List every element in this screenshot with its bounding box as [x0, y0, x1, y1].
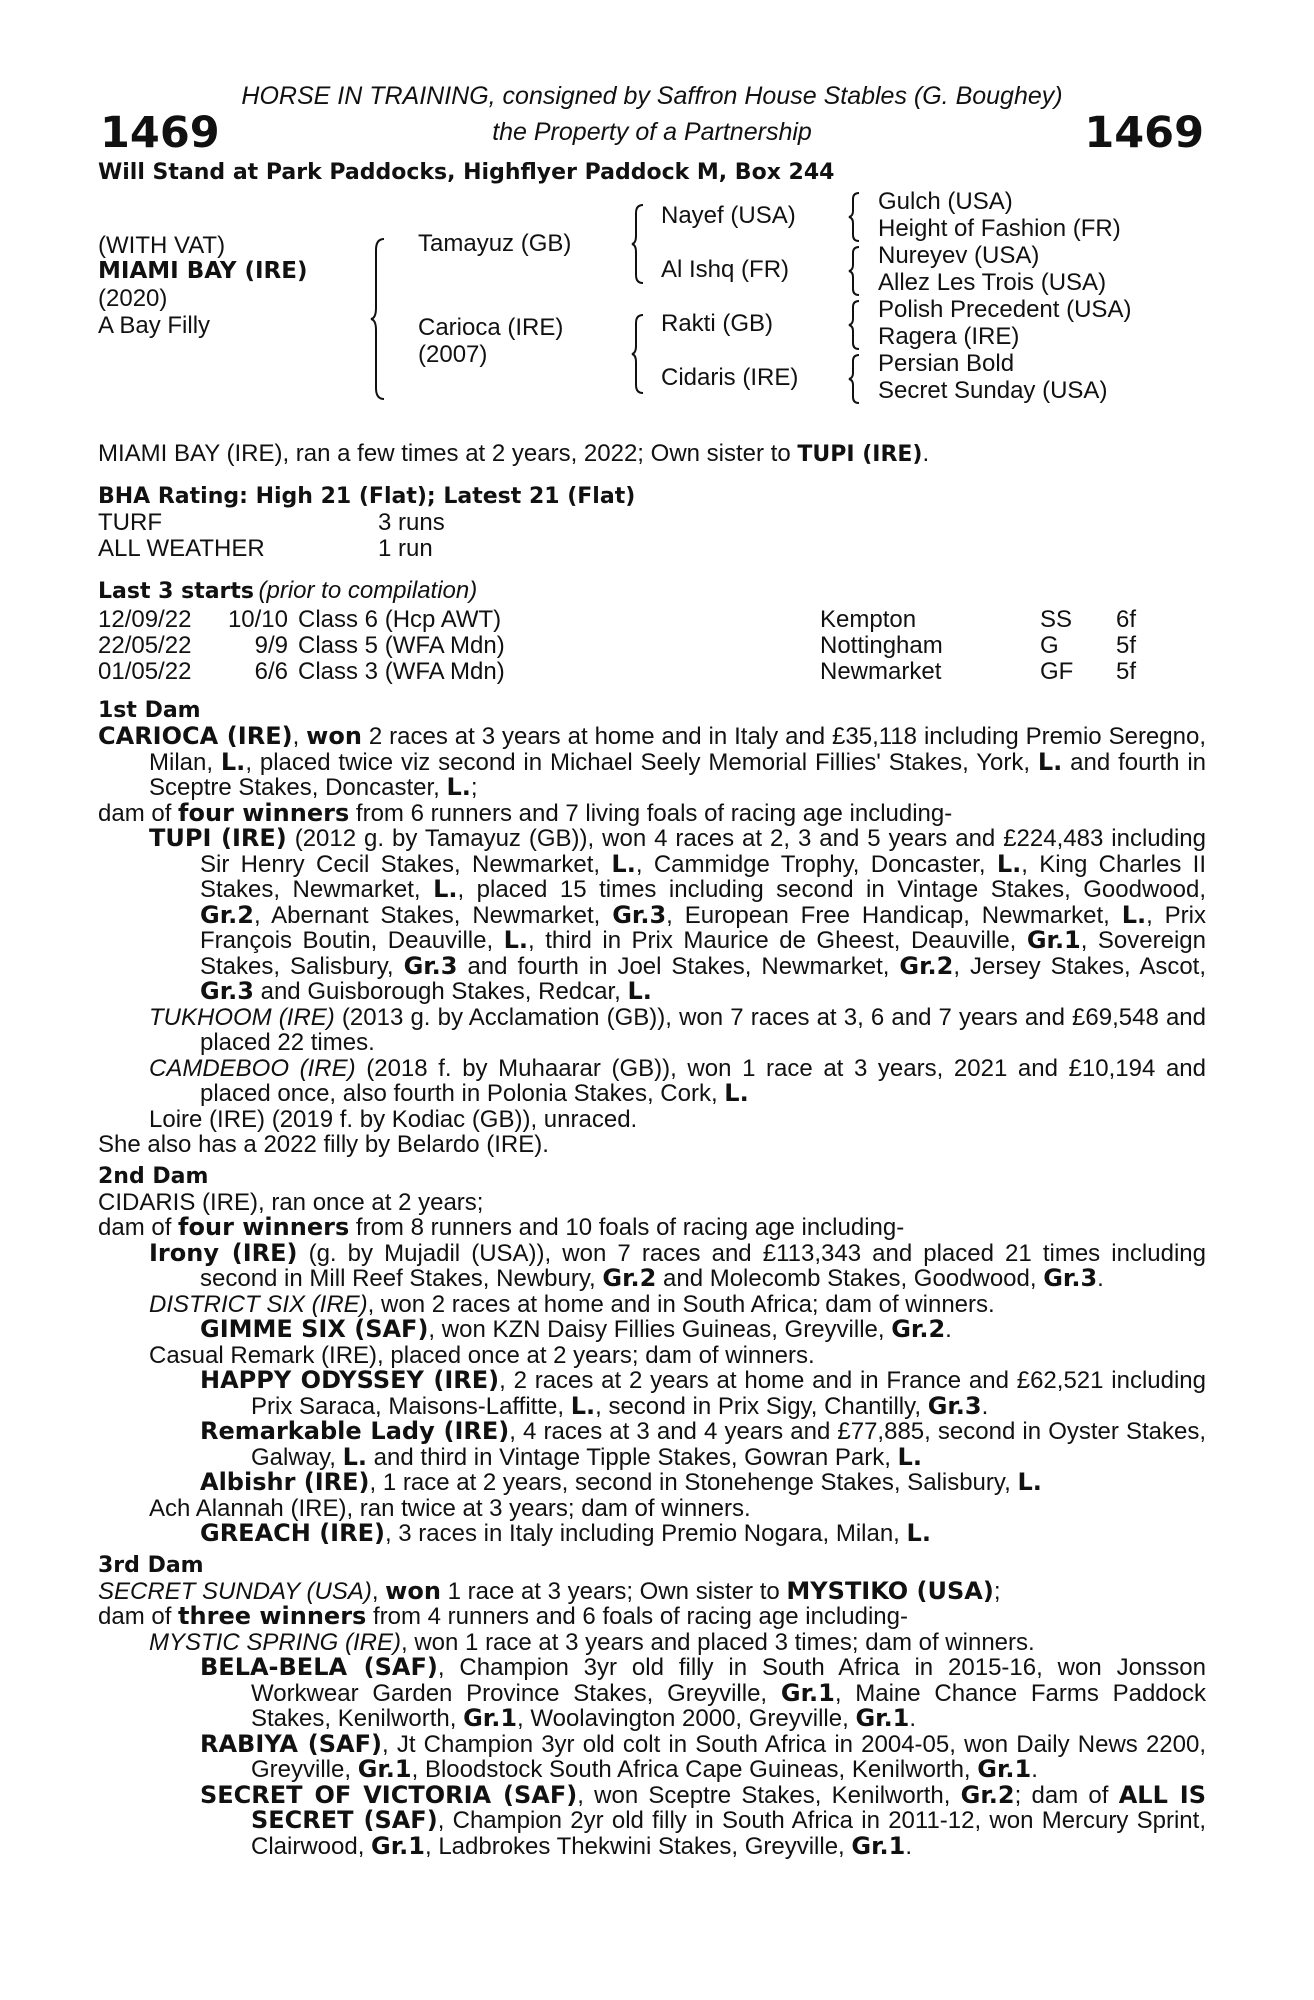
first-dam-record: CARIOCA (IRE), won 2 races at 3 years at home and in Italy and £35,118 including Premio Seregno, Milan, L., placed twice viz second in Michael Seely Memorial Fillies' Stakes, York, L. and fourth in Sceptre Stakes, Doncaster, L.; [98, 722, 1206, 801]
bold-text-run: L. [627, 977, 652, 1005]
produce-name: RABIYA (SAF) [200, 1729, 382, 1758]
start-date: 01/05/22 [98, 658, 192, 685]
text-run: and fourth in Joel Stakes, Newmarket, [457, 952, 900, 980]
text-run: , Woolavington 2000, Greyville, [517, 1705, 856, 1732]
produce-name: HAPPY ODYSSEY (IRE) [200, 1366, 500, 1394]
text-run: ; [470, 774, 478, 801]
produce-name: TUKHOOM (IRE) [149, 1003, 335, 1031]
pedigree-brace-dam [631, 314, 645, 394]
produce-entry-casual-remark: Casual Remark (IRE), placed once at 2 years; dam of winners. [149, 1341, 815, 1369]
bold-text-run: Gr.1 [371, 1831, 425, 1860]
second-dam-record: CIDARIS (IRE), ran once at 2 years; [98, 1188, 484, 1216]
produce-name: Albishr (IRE) [200, 1468, 370, 1496]
bold-text-run: Gr.3 [403, 951, 458, 980]
produce-name: SECRET OF VICTORIA (SAF) [200, 1780, 578, 1809]
bold-text-run: Gr.1 [357, 1755, 412, 1783]
horse-description: A Bay Filly [98, 312, 211, 339]
ggp-name: Persian Bold [878, 350, 1015, 377]
produce-name: Irony (IRE) [149, 1238, 298, 1267]
bold-text-run: L. [570, 1391, 596, 1420]
text-run: , 1 race at 2 years, second in Stonehenge Stakes, Salisbury, [369, 1469, 1018, 1496]
bold-text-run: Gr.3 [200, 977, 254, 1005]
produce-entry-remarkable-lady [98, 1419, 1206, 1470]
text-run: (2013 g. by Acclamation (GB)), won 7 races at 3, 6 and 7 years and £69,548 and placed 22 times. [200, 1003, 1206, 1056]
vat-note: (WITH VAT) [98, 232, 226, 259]
text-run: , 3 races in Italy including Premio Nogara, Milan, [384, 1520, 907, 1547]
text-run: , Jt Champion 3yr old colt in South Africa in 2004-05, won Daily News 2200, Greyville, [251, 1730, 1206, 1783]
text-run: , won 1 race at 3 years and placed 3 times; dam of winners. [401, 1628, 1035, 1656]
bold-text-run: four winners [178, 1213, 350, 1241]
start-distance: 5f [1116, 658, 1137, 685]
third-dam-section [98, 1553, 1206, 1860]
produce-name: Remarkable Lady (IRE) [200, 1417, 510, 1445]
ggp-name: Nureyev (USA) [878, 242, 1040, 269]
text-run: , Bloodstock South Africa Cape Guineas, Kenilworth, [411, 1756, 978, 1783]
text-run: from 6 runners and 7 living foals of racing age including- [349, 799, 953, 827]
runs-row [98, 536, 1206, 562]
text-run: and Molecomb Stakes, Goodwood, [656, 1265, 1044, 1292]
start-going: SS [1040, 606, 1073, 633]
produce-entry-gimme-six [98, 1317, 1206, 1343]
text-run: . [1031, 1756, 1038, 1783]
second-dam-produce-summary [98, 1215, 1206, 1241]
text-run: and Guisborough Stakes, Redcar, [253, 978, 628, 1005]
runs-count: 3 runs [378, 509, 445, 536]
sire-name: Tamayuz (GB) [418, 230, 572, 257]
text-run: , Sovereign Stakes, Salisbury, [200, 927, 1206, 980]
bold-text-run: Gr.3 [1043, 1264, 1098, 1292]
start-race: Class 5 (WFA Mdn) [298, 632, 505, 659]
text-run: , second in Prix Sigy, Chantilly, [595, 1392, 928, 1420]
produce-entry-ach-alannah: Ach Alannah (IRE), ran twice at 3 years; dam of winners. [149, 1494, 751, 1522]
lot-number-right: 1469 [1084, 108, 1204, 158]
start-position: 10/10 [227, 606, 288, 633]
text-run: , placed 15 times including second in Vintage Stakes, Goodwood, [457, 876, 1207, 903]
ggp-name: Allez Les Trois (USA) [878, 269, 1107, 296]
produce-entry-mystic-spring [98, 1630, 1206, 1656]
text-run: , King Charles II Stakes, Newmarket, [200, 850, 1206, 903]
bold-text-run: won [385, 1576, 441, 1605]
bold-text-run: Gr.1 [851, 1831, 906, 1860]
sister-name: TUPI (IRE) [797, 442, 923, 467]
first-dam-title: 1st Dam [98, 698, 201, 723]
start-date: 22/05/22 [98, 632, 192, 659]
bold-text-run: Gr.1 [1026, 926, 1081, 954]
bold-text-run: Gr.1 [780, 1678, 835, 1707]
horse-summary [98, 441, 1206, 468]
rating-section [98, 484, 1206, 562]
produce-note: She also has a 2022 filly by Belardo (IRE). [98, 1131, 549, 1158]
third-dam-title: 3rd Dam [98, 1552, 204, 1578]
lot-header [98, 108, 1206, 158]
text-run: dam of [98, 1603, 179, 1630]
dam-year: (2007) [418, 341, 488, 368]
start-race: Class 3 (WFA Mdn) [298, 658, 505, 685]
text-run: , 2 races at 2 years at home and in France and £62,521 including Prix Saraca, Maisons-Laffitte, [251, 1367, 1206, 1420]
produce-entry-camdeboo [98, 1056, 1206, 1107]
ggp-name: Secret Sunday (USA) [878, 377, 1108, 404]
bold-text-run: L. [503, 926, 529, 954]
bold-text-run: Gr.2 [891, 1315, 946, 1343]
text-run: , Jersey Stakes, Ascot, [953, 952, 1207, 980]
dam-name: SECRET SUNDAY (USA) [98, 1577, 372, 1605]
text-run: , Prix François Boutin, Deauville, [200, 901, 1206, 954]
bold-text-run: L. [1017, 1468, 1042, 1496]
ggp-brace-4 [848, 354, 860, 404]
start-course: Kempton [820, 606, 917, 633]
dam-dam-name: Cidaris (IRE) [661, 364, 799, 391]
start-date: 12/09/22 [98, 606, 192, 633]
produce-entry-albishr [98, 1470, 1206, 1496]
bold-text-run: MYSTIKO (USA) [786, 1576, 994, 1605]
produce-name: TUPI (IRE) [149, 824, 287, 852]
rating-title: BHA Rating: High 21 (Flat); Latest 21 (Flat) [98, 484, 636, 509]
produce-name: MYSTIC SPRING (IRE) [149, 1628, 402, 1656]
dam-name: CARIOCA (IRE) [98, 722, 293, 750]
first-dam-produce-summary [98, 798, 1206, 827]
bold-text-run: Gr.1 [855, 1704, 910, 1732]
text-run: , European Free Handicap, Newmarket, [666, 901, 1122, 929]
text-run: and fourth in Sceptre Stakes, Doncaster, [149, 748, 1206, 801]
bold-text-run: four winners [178, 798, 350, 827]
bold-text-run: Gr.3 [927, 1391, 982, 1420]
produce-entry-secret-of-victoria [98, 1780, 1207, 1860]
surface: ALL WEATHER [98, 535, 265, 562]
lot-number-left: 1469 [100, 108, 220, 158]
text-run: from 4 runners and 6 foals of racing age including- [366, 1603, 908, 1630]
text-run: , Champion 2yr old filly in South Africa in 2011-12, won Mercury Sprint, Clairwood, [251, 1807, 1206, 1860]
text-run: dam of [98, 799, 179, 827]
runs-count: 1 run [378, 535, 433, 562]
text-run: , 4 races at 3 and 4 years and £77,885, second in Oyster Stakes, Galway, [251, 1418, 1207, 1471]
bold-text-run: L. [724, 1079, 749, 1107]
bold-text-run: Gr.2 [200, 900, 254, 929]
consignment-line: HORSE IN TRAINING, consigned by Saffron House Stables (G. Boughey) [241, 82, 1063, 110]
ggp-brace-1 [848, 192, 860, 242]
third-dam-record: SECRET SUNDAY (USA), won 1 race at 3 years; Own sister to MYSTIKO (USA); [98, 1576, 1001, 1605]
runs-table [98, 510, 1206, 562]
start-going: GF [1040, 658, 1074, 685]
ggp-brace-2 [848, 246, 860, 296]
summary-text: MIAMI BAY (IRE), ran a few times at 2 years, 2022; Own sister to [98, 440, 798, 467]
summary-end: . [922, 440, 930, 467]
text-run: and third in Vintage Tipple Stakes, Gowran Park, [367, 1443, 898, 1471]
surface: TURF [98, 509, 162, 536]
ggp-name: Ragera (IRE) [878, 323, 1020, 350]
text-run: . [905, 1832, 913, 1860]
produce-entry-loire: Loire (IRE) (2019 f. by Kodiac (GB)), unraced. [149, 1105, 638, 1133]
text-run: . [981, 1392, 989, 1420]
text-run: , won KZN Daisy Fillies Guineas, Greyville, [428, 1316, 892, 1343]
bold-text-run: Gr.3 [612, 900, 667, 929]
produce-name: GREACH (IRE) [200, 1519, 385, 1547]
stand-location: Will Stand at Park Paddocks, Highflyer Paddock M, Box 244 [98, 160, 835, 185]
sire-dam-name: Al Ishq (FR) [661, 256, 790, 283]
horse-name: MIAMI BAY (IRE) [98, 258, 308, 284]
text-run: , won Sceptre Stakes, Kenilworth, [577, 1781, 961, 1809]
bold-text-run: L. [906, 1519, 931, 1547]
bold-text-run: L. [1037, 747, 1063, 776]
text-run: , Champion 3yr old filly in South Africa in 2015-16, won Jonsson Workwear Garden Province Stakes, Greyville, [251, 1654, 1206, 1707]
ggp-name: Height of Fashion (FR) [878, 215, 1121, 242]
text-run: , won 2 races at home and in South Africa; dam of winners. [367, 1290, 995, 1318]
bold-text-run: Gr.2 [960, 1780, 1015, 1809]
bold-text-run: L. [611, 849, 636, 878]
produce-entry-rabiya [98, 1729, 1206, 1783]
pedigree-brace-sire [631, 204, 645, 284]
text-run: from 8 runners and 10 foals of racing age including- [349, 1214, 905, 1241]
first-dam-section [98, 698, 1206, 1158]
ggp-name: Polish Precedent (USA) [878, 296, 1132, 323]
third-dam-produce-summary [98, 1604, 1206, 1630]
dam-name: Carioca (IRE) [418, 314, 564, 341]
text-run: , placed twice viz second in Michael Seely Memorial Fillies' Stakes, York, [245, 748, 1038, 776]
bold-text-run: L. [996, 849, 1022, 878]
produce-entry-tukhoom [98, 1005, 1206, 1056]
produce-entry-tupi [98, 826, 1206, 1005]
text-run: (2012 g. by Tamayuz (GB)), won 4 races at 2, 3 and 5 years and £224,483 including Sir Henry Cecil Stakes, Newmarket, [200, 825, 1206, 878]
start-distance: 6f [1116, 606, 1137, 633]
produce-name: ALL IS SECRET (SAF) [251, 1780, 1207, 1834]
sire-sire-name: Nayef (USA) [661, 202, 796, 229]
text-run: (g. by Mujadil (USA)), won 7 races and £113,343 and placed 21 times including second in Mill Reef Stakes, Newbury, [200, 1239, 1206, 1292]
runs-row [98, 510, 1206, 536]
bold-text-run: Gr.2 [899, 951, 954, 980]
bold-text-run: three winners [178, 1602, 367, 1630]
text-run: , third in Prix Maurice de Gheest, Deauville, [528, 927, 1027, 954]
produce-name: GIMME SIX (SAF) [200, 1315, 429, 1343]
bold-text-run: Gr.1 [463, 1704, 518, 1732]
text-run: ; [993, 1577, 1001, 1605]
produce-entry-happy-odyssey [98, 1368, 1206, 1419]
start-course: Nottingham [820, 632, 943, 659]
text-run: . [909, 1705, 917, 1732]
bold-text-run: L. [220, 747, 246, 776]
start-race: Class 6 (Hcp AWT) [298, 606, 502, 633]
pedigree-table [98, 188, 1206, 416]
produce-entry-bela-bela [98, 1655, 1206, 1732]
produce-entry-irony [98, 1238, 1206, 1292]
text-run: (2018 f. by Muhaarar (GB)), won 1 race at 3 years, 2021 and £10,194 and placed once, also fourth in Polonia Stakes, Cork, [200, 1054, 1206, 1107]
produce-entry-greach [98, 1521, 1206, 1547]
bold-text-run: L. [897, 1442, 922, 1471]
text-run: dam of [98, 1214, 179, 1241]
bold-text-run: Gr.1 [977, 1755, 1032, 1783]
text-run: . [1097, 1265, 1104, 1292]
text-run: ; dam of [1014, 1781, 1119, 1809]
produce-name: CAMDEBOO (IRE) [149, 1054, 356, 1082]
start-distance: 5f [1116, 632, 1137, 659]
bold-text-run: L. [1121, 900, 1147, 929]
last-starts-note: (prior to compilation) [258, 577, 478, 604]
bold-text-run: L. [342, 1442, 368, 1471]
text-run: 1 race at 3 years; Own sister to [440, 1577, 787, 1605]
dam-sire-name: Rakti (GB) [661, 310, 774, 337]
produce-entry-district-six [98, 1292, 1206, 1318]
catalogue-page [98, 80, 1206, 1859]
ggp-brace-3 [848, 300, 860, 350]
start-position: 9/9 [254, 632, 288, 659]
start-going: G [1040, 632, 1059, 659]
won-label: won [306, 722, 362, 750]
start-position: 6/6 [254, 658, 288, 685]
produce-name: BELA-BELA (SAF) [200, 1653, 438, 1681]
produce-name: DISTRICT SIX (IRE) [149, 1290, 368, 1318]
text-run: , Cammidge Trophy, Doncaster, [635, 850, 997, 878]
pedigree-brace-main [370, 238, 386, 400]
second-dam-section [98, 1164, 1206, 1547]
starts-table [98, 607, 1206, 685]
text-run: . [945, 1316, 952, 1343]
text-run: , Abernant Stakes, Newmarket, [253, 901, 613, 929]
bold-text-run: Gr.2 [602, 1264, 657, 1292]
start-course: Newmarket [820, 658, 942, 685]
last-starts-section [98, 578, 1206, 685]
start-row [98, 659, 1206, 685]
text-run: , Ladbrokes Thekwini Stakes, Greyville, [424, 1832, 852, 1860]
ggp-name: Gulch (USA) [878, 188, 1013, 215]
second-dam-title: 2nd Dam [98, 1163, 209, 1189]
property-line: the Property of a Partnership [492, 118, 812, 146]
bold-text-run: L. [433, 875, 458, 903]
last-starts-title: Last 3 starts [98, 579, 255, 604]
text-run: 2 races at 3 years at home and in Italy and £35,118 including Premio Seregno, Milan, [149, 723, 1206, 776]
horse-year: (2020) [98, 285, 168, 312]
bold-text-run: L. [446, 773, 471, 801]
start-row [98, 607, 1206, 633]
start-row [98, 633, 1206, 659]
text-run: , Maine Chance Farms Paddock Stakes, Kenilworth, [251, 1679, 1207, 1732]
